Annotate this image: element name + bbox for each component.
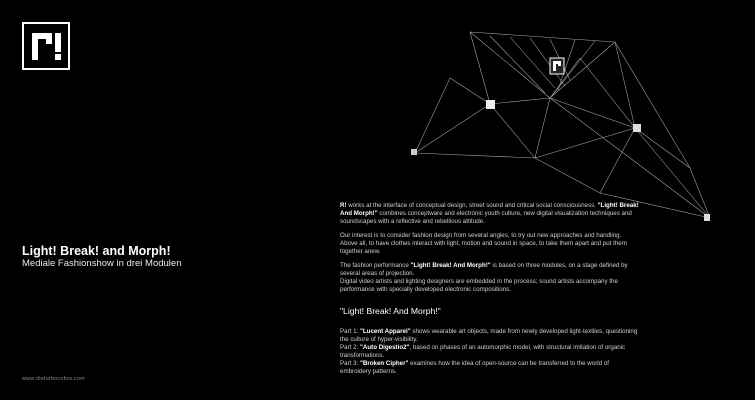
interest-paragraph: Our interest is to consider fashion design from several angles, to try out new approaches and handling. Above all, to have clothes interact with light, motion and sound in space, to take them apart and put them together anew.	[340, 232, 627, 255]
intro-text-b: combines conceptware and electronic youth culture, new digital visualization techniques and soundscapes with a reflective and rebellious attitude.	[340, 210, 632, 225]
brand-name: R!	[340, 202, 347, 209]
part-2	[340, 344, 640, 360]
description-text	[340, 202, 640, 376]
part-3	[340, 360, 640, 376]
page-title: Light! Break! and Morph!	[22, 244, 171, 258]
part-name: "Lucent Apparel"	[359, 328, 411, 335]
part-name: "Broken Cipher"	[359, 360, 409, 367]
part-prefix: Part 2:	[340, 344, 360, 351]
logo[interactable]	[22, 22, 70, 70]
intro-project-name: "Light! Break! And Morph!"	[340, 202, 639, 217]
part-prefix: Part 1:	[340, 328, 360, 335]
intro-text-a: works at the interface of conceptual design, street sound and critical social consciousness.	[346, 202, 598, 209]
part-desc: shows wearable art objects, made from newly developed light-textiles, questioning the culture of hyper-visibility.	[340, 328, 638, 343]
part-1	[340, 328, 640, 344]
intro-paragraph	[340, 202, 640, 226]
r-logo-icon	[29, 29, 63, 63]
title-block	[22, 244, 181, 270]
performance-text-b: is based on three modules, on a stage defined by several areas of projection.	[340, 262, 628, 277]
website-link[interactable]: www.dieturbocobra.com	[22, 376, 85, 382]
section-heading: "Light! Break! And Morph!"	[340, 306, 441, 316]
part-prefix: Part 3:	[340, 360, 360, 367]
part-desc: , based on phases of an automorphic model, with structural imitation of organic transformations.	[340, 344, 626, 359]
performance-text-a: The fashion performance	[340, 262, 411, 269]
part-desc: examines how the idea of open-source can be transferred to the world of embroidery patterns.	[340, 360, 609, 375]
performance-line2: Digital video artists and lighting designers are embedded in the process; sound artists accompany the performance with specially developed electronic compositions.	[340, 278, 618, 293]
performance-project-name: "Light! Break! And Morph!"	[410, 262, 491, 269]
part-name: "Auto Digestio2"	[359, 344, 410, 351]
performance-paragraph	[340, 262, 640, 278]
page-subtitle: Mediale Fashionshow in drei Modulen	[22, 258, 182, 269]
